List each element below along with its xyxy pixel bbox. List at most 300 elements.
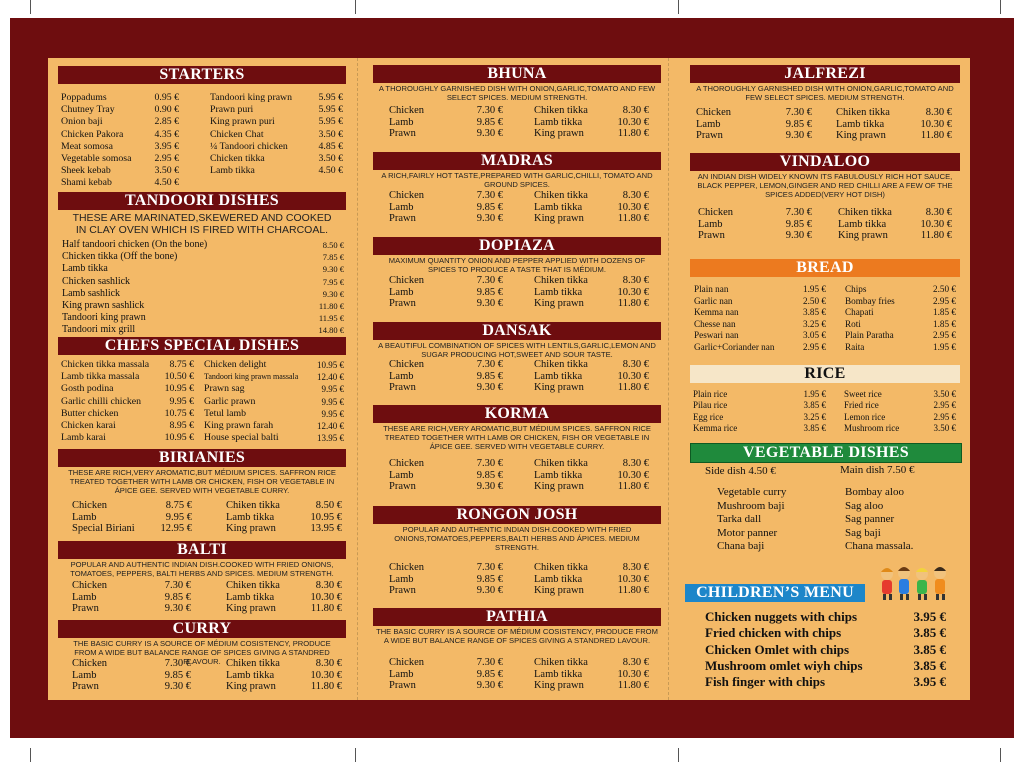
vindaloo-item-name: Lamb <box>698 218 723 230</box>
birianies-header: BIRIANIES <box>58 449 346 467</box>
rongon-item-price: 9.30 € <box>476 585 503 596</box>
pathia-item-name: Lamb <box>389 668 414 680</box>
fold-line <box>357 58 358 700</box>
rongon-item-name: Lamb tikka <box>534 573 583 585</box>
korma-header: KORMA <box>373 405 661 423</box>
chefs-item-name: Gosth podina <box>61 383 114 395</box>
korma-item-name: Lamb tikka <box>534 469 583 481</box>
bhuna-item-name: Lamb tikka <box>534 116 583 128</box>
starters-item-name: Poppadums <box>61 92 107 103</box>
jalfrezi-item-name: Prawn <box>696 130 723 141</box>
rice-item-name: Kemma rice <box>693 423 738 434</box>
jalfrezi-item-price: 8.30 € <box>925 107 952 118</box>
balti-item-name: Prawn <box>72 603 99 614</box>
starters-item-price: 5.95 € <box>318 92 343 103</box>
rongon-item-price: 10.30 € <box>617 573 649 585</box>
starters-item-price: 0.95 € <box>154 92 179 103</box>
dansak-item-name: Prawn <box>389 382 416 393</box>
madras-item-name: Prawn <box>389 213 416 224</box>
chefs-item-name: Chicken delight <box>204 359 267 370</box>
balti-item-price: 7.30 € <box>164 580 191 591</box>
bread-item-name: Garlic+Coriander nan <box>694 342 775 352</box>
chefs-item-price: 9.95 € <box>321 408 344 419</box>
rice-header: RICE <box>690 365 960 383</box>
crop-mark <box>1000 0 1001 14</box>
dansak-header: DANSAK <box>373 322 661 340</box>
veg-item: Vegetable curry <box>717 486 787 498</box>
crop-mark <box>30 748 31 762</box>
starters-item-price: 2.95 € <box>154 153 179 164</box>
madras-item-price: 7.30 € <box>476 190 503 201</box>
rice-item-name: Pilau rice <box>693 400 728 411</box>
balti-item-name: Chicken <box>72 580 107 591</box>
bread-item-name: Raita <box>845 342 865 352</box>
tandoori-item-name: Tandoori mix grill <box>62 324 136 336</box>
crop-mark <box>30 0 31 14</box>
korma-item-name: Lamb <box>389 469 414 481</box>
bread-item-price: 2.50 € <box>933 284 956 294</box>
children-header: CHILDREN’S MENU <box>685 584 865 602</box>
dopiaza-description: MAXIMUM QUANTITY ONION AND PEPPER APPLIED WITH DOZENS OF SPICES TO PRODUCE A TASTE THAT IS MÉDIUM. <box>388 256 646 274</box>
birianies-item-name: Chiken tikka <box>226 500 280 511</box>
balti-item-price: 9.85 € <box>164 591 191 603</box>
curry-item-name: Prawn <box>72 681 99 692</box>
birianies-item-name: Chicken <box>72 500 107 511</box>
jalfrezi-item-price: 9.30 € <box>785 130 812 141</box>
madras-item-price: 10.30 € <box>617 201 649 213</box>
birianies-item-price: 8.50 € <box>315 500 342 511</box>
dopiaza-item-price: 10.30 € <box>617 286 649 298</box>
rice-item-price: 2.95 € <box>933 411 956 422</box>
tandoori-description: THESE ARE MARINATED,SKEWERED AND COOKED IN CLAY OVEN WHICH IS FIRED WITH CHARCOAL. <box>72 212 332 236</box>
jalfrezi-item-price: 9.85 € <box>785 118 812 130</box>
tandoori-item-price: 7.95 € <box>322 276 344 287</box>
balti-item-price: 8.30 € <box>315 580 342 591</box>
starters-item-name: Meat somosa <box>61 140 113 152</box>
vindaloo-header: VINDALOO <box>690 153 960 171</box>
pathia-item-price: 7.30 € <box>476 657 503 668</box>
chefs-item-name: King prawn farah <box>204 420 274 431</box>
dopiaza-item-price: 9.85 € <box>476 286 503 298</box>
dansak-description: A BEAUTIFUL COMBINATION OF SPICES WITH LENTILS,GARLIC,LEMON AND SUGAR PRODUCING HOT,SWEET AND SOUR TASTE. <box>378 341 656 359</box>
rice-item-price: 3.50 € <box>933 389 956 399</box>
birianies-description: THESE ARE RICH,VERY AROMATIC,BUT MÉDIUM SPICES. SAFFRON RICE TREATED TOGETHER WITH LAMB OR CHICKEN, FISH OR VEGETABLE IN ÁPICE GEE. SERVED WITH VEGETABLE CURRY. <box>68 468 336 495</box>
balti-header: BALTI <box>58 541 346 559</box>
rongon-item-price: 7.30 € <box>476 562 503 573</box>
pathia-item-name: Chiken tikka <box>534 657 588 668</box>
korma-item-price: 10.30 € <box>617 469 649 481</box>
vindaloo-item-price: 10.30 € <box>920 218 952 230</box>
bread-item-name: Peswari nan <box>694 330 739 341</box>
tandoori-item-name: Lamb tikka <box>62 263 108 275</box>
jalfrezi-item-price: 7.30 € <box>785 107 812 118</box>
starters-item-price: 3.95 € <box>154 140 179 152</box>
rongon-item-name: Chicken <box>389 562 424 573</box>
starters-item-name: Shami kebab <box>61 177 112 189</box>
bread-item-price: 2.50 € <box>803 295 826 306</box>
tandoori-item-name: Lamb sashlick <box>62 287 121 299</box>
tandoori-item-price: 11.95 € <box>318 313 344 324</box>
chefs-item-price: 10.50 € <box>164 371 194 383</box>
curry-item-price: 7.30 € <box>164 658 191 669</box>
balti-description: POPULAR AND AUTHENTIC INDIAN DISH.COOKED WITH FRIED ONIONS, TOMATOES, PEPPERS, BALTI HERBS AND SPICES. MEDIUM STRENGTH. <box>70 560 334 578</box>
rice-item-price: 3.85 € <box>803 423 826 434</box>
dopiaza-item-name: Prawn <box>389 298 416 309</box>
veg-side-dish: Side dish 4.50 € <box>705 465 776 477</box>
children-item-price: 3.85 € <box>913 657 946 673</box>
fold-line <box>668 58 669 700</box>
children-item-price: 3.95 € <box>913 674 946 690</box>
chefs-item-name: Chicken tikka massala <box>61 359 150 370</box>
rice-item-name: Fried rice <box>844 400 879 411</box>
korma-item-name: Chiken tikka <box>534 458 588 469</box>
children-item-price: 3.85 € <box>913 641 946 657</box>
bread-item-price: 2.95 € <box>803 342 826 352</box>
balti-item-name: Lamb <box>72 591 97 603</box>
chefs-item-name: Prawn sag <box>204 383 245 395</box>
balti-item-name: King prawn <box>226 603 276 614</box>
pathia-item-name: Chicken <box>389 657 424 668</box>
starters-item-price: 5.95 € <box>318 104 343 116</box>
madras-item-name: King prawn <box>534 213 584 224</box>
dopiaza-header: DOPIAZA <box>373 237 661 255</box>
vindaloo-item-name: Prawn <box>698 230 725 241</box>
veg-item: Sag panner <box>845 513 895 525</box>
rice-item-price: 3.25 € <box>803 411 826 422</box>
children-item-name: Chicken Omlet with chips <box>705 641 850 657</box>
madras-header: MADRAS <box>373 152 661 170</box>
dansak-item-name: Chicken <box>389 359 424 370</box>
starters-item-price: 2.85 € <box>154 116 179 128</box>
crop-mark <box>1000 748 1001 762</box>
birianies-item-price: 13.95 € <box>310 523 342 534</box>
vindaloo-item-price: 9.30 € <box>785 230 812 241</box>
jalfrezi-description: A THOROUGHLY GARNISHED DISH WITH ONION,GARLIC,TOMATO AND FEW SELECT SPICES. MEDIUM STRENGTH. <box>696 84 954 102</box>
korma-item-price: 11.80 € <box>617 481 649 492</box>
bread-item-price: 1.85 € <box>933 307 956 318</box>
dopiaza-item-name: Chicken <box>389 275 424 286</box>
rongon-item-name: Lamb <box>389 573 414 585</box>
bhuna-item-name: Prawn <box>389 128 416 139</box>
rongon-item-name: Prawn <box>389 585 416 596</box>
bread-item-price: 3.05 € <box>803 330 826 341</box>
veg-item: Bombay aloo <box>845 486 904 498</box>
curry-item-price: 10.30 € <box>310 669 342 681</box>
veg-item: Motor panner <box>717 526 778 539</box>
bread-item-name: Plain nan <box>694 284 729 294</box>
rongon-item-name: Chiken tikka <box>534 562 588 573</box>
dansak-item-name: King prawn <box>534 382 584 393</box>
rongon-header: RONGON JOSH <box>373 506 661 524</box>
tandoori-item-price: 7.85 € <box>322 252 344 263</box>
korma-description: THESE ARE RICH,VERY AROMATIC,BUT MÉDIUM SPICES. SAFFRON RICE TREATED TOGETHER WITH LAMB OR CHICKEN, FISH OR VEGETABLE IN ÁPICE GEE. SERVED WITH VEGETABLE CURRY. <box>383 424 651 451</box>
dopiaza-item-price: 8.30 € <box>622 275 649 286</box>
rice-item-name: Sweet rice <box>844 389 882 399</box>
chefs-item-name: Tetul lamb <box>204 407 247 419</box>
tandoori-item-price: 9.30 € <box>322 264 344 275</box>
dopiaza-item-price: 7.30 € <box>476 275 503 286</box>
chefs-item-name: Garlic prawn <box>204 395 256 407</box>
birianies-item-name: Special Biriani <box>72 523 135 534</box>
bread-item-name: Garlic nan <box>694 295 733 306</box>
veg-item: Tarka dall <box>717 513 762 525</box>
balti-item-price: 10.30 € <box>310 591 342 603</box>
veg-main-dish: Main dish 7.50 € <box>840 464 915 476</box>
bhuna-description: A THOROUGHLY GARNISHED DISH WITH ONION,GARLIC,TOMATO AND FEW SELECT SPICES. MEDIUM STRENGTH. <box>378 84 656 102</box>
korma-item-price: 7.30 € <box>476 458 503 469</box>
children-item-name: Fish finger with chips <box>705 674 826 690</box>
starters-item-price: 3.50 € <box>318 153 343 164</box>
tandoori-item-name: Chicken sashlick <box>62 275 131 287</box>
veg-item: Mushroom baji <box>717 499 785 512</box>
starters-item-price: 0.90 € <box>154 104 179 116</box>
curry-item-price: 8.30 € <box>315 658 342 669</box>
rongon-item-price: 9.85 € <box>476 573 503 585</box>
crop-mark <box>678 748 679 762</box>
bread-item-price: 1.85 € <box>933 318 956 329</box>
starters-header: STARTERS <box>58 66 346 84</box>
chefs-item-price: 9.95 € <box>321 396 344 407</box>
tandoori-item-name: Chicken tikka (Off the bone) <box>62 251 178 263</box>
bread-item-name: Roti <box>845 318 861 329</box>
veg-item: Chana baji <box>717 540 765 552</box>
veg-item: Sag baji <box>845 526 881 539</box>
chefs-item-price: 12.40 € <box>317 372 344 383</box>
birianies-item-name: Lamb <box>72 511 97 523</box>
starters-item-name: Vegetable somosa <box>61 153 132 164</box>
birianies-item-name: Lamb tikka <box>226 511 275 523</box>
dansak-item-price: 9.85 € <box>476 370 503 382</box>
korma-item-name: King prawn <box>534 481 584 492</box>
tandoori-item-price: 11.80 € <box>318 301 344 311</box>
children-item-price: 3.95 € <box>913 609 946 624</box>
chefs-item-name: Tandoori king prawn massala <box>204 372 299 382</box>
pathia-item-price: 9.30 € <box>476 680 503 691</box>
starters-item-name: Tandoori king prawn <box>210 92 293 103</box>
pathia-item-name: Prawn <box>389 680 416 691</box>
tandoori-item-name: King prawn sashlick <box>62 300 145 311</box>
bhuna-item-price: 10.30 € <box>617 116 649 128</box>
bread-header: BREAD <box>690 259 960 277</box>
curry-item-name: Lamb <box>72 669 97 681</box>
children-item-name: Chicken nuggets with chips <box>705 609 858 624</box>
dansak-item-price: 7.30 € <box>476 359 503 370</box>
balti-item-price: 11.80 € <box>310 603 342 614</box>
starters-item-price: 4.50 € <box>154 177 179 189</box>
vindaloo-item-price: 7.30 € <box>785 207 812 218</box>
bhuna-item-name: Lamb <box>389 116 414 128</box>
starters-item-name: Prawn puri <box>210 104 254 116</box>
vindaloo-item-name: King prawn <box>838 230 888 241</box>
bread-item-name: Chesse nan <box>694 318 736 329</box>
dopiaza-item-name: King prawn <box>534 298 584 309</box>
bread-item-price: 2.95 € <box>933 330 956 341</box>
birianies-item-price: 9.95 € <box>165 511 192 523</box>
children-cartoon-icon <box>877 562 955 602</box>
jalfrezi-item-name: Lamb <box>696 118 721 130</box>
chefs-item-price: 8.95 € <box>169 420 194 431</box>
madras-item-name: Lamb <box>389 201 414 213</box>
bread-item-price: 3.85 € <box>803 307 826 318</box>
bread-item-price: 1.95 € <box>803 284 826 294</box>
vindaloo-item-name: Lamb tikka <box>838 218 887 230</box>
children-item-price: 3.85 € <box>913 625 946 641</box>
korma-item-price: 8.30 € <box>622 458 649 469</box>
starters-item-price: 3.50 € <box>318 128 343 140</box>
curry-item-price: 11.80 € <box>310 681 342 692</box>
vindaloo-item-name: Chicken <box>698 207 733 218</box>
pathia-item-price: 11.80 € <box>617 680 649 691</box>
vindaloo-item-price: 8.30 € <box>925 207 952 218</box>
pathia-description: THE BASIC CURRY IS A SOURCE OF MÉDIUM COSISTENCY, PRODUCE FROM A WIDE BUT BALANCE RANGE OF SPICES GIVING A STANDRED LAVOUR. <box>376 627 658 645</box>
vindaloo-description: AN INDIAN DISH WIDELY KNOWN ITS FABULOUSLY RICH HOT SAUCE, BLACK PEPPER, LEMON,GINGER AND RED CHILLI ARE A FEW OF THE SPICES ADDED(VERY HOT DISH) <box>697 172 953 199</box>
chefs-item-name: Garlic chilli chicken <box>61 395 141 407</box>
tandoori-item-price: 8.50 € <box>322 240 344 250</box>
birianies-item-price: 8.75 € <box>165 500 192 511</box>
pathia-item-name: King prawn <box>534 680 584 691</box>
bread-item-name: Chips <box>845 284 867 294</box>
madras-description: A RICH,FAIRLY HOT TASTE,PREPARED WITH GARLIC,CHILLI, TOMATO AND GROUND SPICES. <box>381 171 653 189</box>
chefs-item-name: Butter chicken <box>61 407 119 419</box>
veg-item: Sag aloo <box>845 499 884 512</box>
pathia-header: PATHIA <box>373 608 661 626</box>
dopiaza-item-price: 11.80 € <box>617 298 649 309</box>
rice-item-price: 1.95 € <box>803 389 826 399</box>
chefs-item-price: 8.75 € <box>169 359 194 370</box>
veg-header: VEGETABLE DISHES <box>690 443 962 463</box>
crop-mark <box>355 0 356 14</box>
dopiaza-item-name: Chiken tikka <box>534 275 588 286</box>
korma-item-name: Chicken <box>389 458 424 469</box>
tandoori-header: TANDOORI DISHES <box>58 192 346 210</box>
rice-item-name: Mushroom rice <box>844 423 900 434</box>
chefs-item-price: 10.75 € <box>164 407 194 419</box>
birianies-item-price: 12.95 € <box>160 523 192 534</box>
starters-item-price: 4.50 € <box>318 165 343 177</box>
bhuna-item-name: Chicken <box>389 105 424 116</box>
starters-item-name: Lamb tikka <box>210 165 255 177</box>
chefs-item-price: 9.95 € <box>169 395 194 407</box>
dansak-item-price: 9.30 € <box>476 382 503 393</box>
chefs-item-price: 9.95 € <box>321 384 344 395</box>
korma-item-price: 9.85 € <box>476 469 503 481</box>
birianies-item-name: King prawn <box>226 523 276 534</box>
bhuna-item-name: Chiken tikka <box>534 105 588 116</box>
pathia-item-price: 9.85 € <box>476 668 503 680</box>
starters-item-price: 5.95 € <box>318 116 343 128</box>
bhuna-item-price: 11.80 € <box>617 128 649 139</box>
dansak-item-price: 11.80 € <box>617 382 649 393</box>
rice-item-price: 2.95 € <box>933 400 956 411</box>
starters-item-name: Chicken tikka <box>210 153 265 164</box>
bhuna-header: BHUNA <box>373 65 661 83</box>
starters-item-name: Chicken Chat <box>210 128 264 140</box>
bhuna-item-price: 9.30 € <box>476 128 503 139</box>
jalfrezi-item-name: Lamb tikka <box>836 118 885 130</box>
madras-item-price: 9.30 € <box>476 213 503 224</box>
curry-header: CURRY <box>58 620 346 638</box>
chefs-header: CHEFS SPECIAL DISHES <box>58 337 346 355</box>
bread-item-name: Chapati <box>845 307 874 318</box>
madras-item-price: 11.80 € <box>617 213 649 224</box>
pathia-item-name: Lamb tikka <box>534 668 583 680</box>
madras-item-price: 9.85 € <box>476 201 503 213</box>
curry-item-price: 9.85 € <box>164 669 191 681</box>
curry-description: THE BASIC CURRY IS A SOURCE OF MÉDIUM COSISTENCY, PRODUCE FROM A WIDE BUT BALANCE RANGE OF SPICES GIVING A STANDRED FLAVOUR. <box>73 639 331 666</box>
children-item-name: Mushroom omlet wiyh chips <box>705 657 863 673</box>
starters-item-name: Sheek kebab <box>61 165 111 177</box>
chefs-item-price: 10.95 € <box>164 432 194 444</box>
dopiaza-item-name: Lamb <box>389 286 414 298</box>
dansak-item-name: Lamb tikka <box>534 370 583 382</box>
bhuna-item-price: 7.30 € <box>476 105 503 116</box>
rongon-item-price: 8.30 € <box>622 562 649 573</box>
korma-item-name: Prawn <box>389 481 416 492</box>
chefs-item-name: House special balti <box>204 432 279 444</box>
curry-item-name: Lamb tikka <box>226 669 275 681</box>
starters-item-name: Chicken Pakora <box>61 128 124 140</box>
curry-item-price: 9.30 € <box>164 681 191 692</box>
starters-item-name: King prawn puri <box>210 116 275 128</box>
curry-item-name: Chiken tikka <box>226 658 280 669</box>
chefs-item-price: 10.95 € <box>164 383 194 395</box>
bread-item-name: Plain Paratha <box>845 330 894 341</box>
starters-item-name: ¼ Tandoori chicken <box>210 140 288 152</box>
starters-item-name: Onion baji <box>61 116 103 128</box>
starters-item-name: Chutney Tray <box>61 104 115 116</box>
veg-item: Chana massala. <box>845 540 914 552</box>
vindaloo-item-name: Chiken tikka <box>838 207 892 218</box>
tandoori-item-name: Half tandoori chicken (On the bone) <box>62 239 208 250</box>
rongon-item-name: King prawn <box>534 585 584 596</box>
madras-item-name: Chicken <box>389 190 424 201</box>
crop-mark <box>678 0 679 14</box>
madras-item-name: Lamb tikka <box>534 201 583 213</box>
bhuna-item-price: 8.30 € <box>622 105 649 116</box>
chefs-item-name: Lamb karai <box>61 432 106 444</box>
bread-item-price: 2.95 € <box>933 295 956 306</box>
jalfrezi-item-name: King prawn <box>836 130 886 141</box>
dansak-item-name: Lamb <box>389 370 414 382</box>
vindaloo-item-price: 11.80 € <box>920 230 952 241</box>
starters-item-price: 4.85 € <box>318 140 343 152</box>
chefs-item-name: Lamb tikka massala <box>61 371 140 383</box>
pathia-item-price: 10.30 € <box>617 668 649 680</box>
starters-item-price: 3.50 € <box>154 165 179 177</box>
starters-item-price: 4.35 € <box>154 128 179 140</box>
chefs-item-price: 13.95 € <box>317 433 344 444</box>
bhuna-item-price: 9.85 € <box>476 116 503 128</box>
jalfrezi-item-name: Chicken <box>696 107 731 118</box>
pathia-item-price: 8.30 € <box>622 657 649 668</box>
tandoori-item-price: 9.30 € <box>322 288 344 299</box>
balti-item-price: 9.30 € <box>164 603 191 614</box>
dansak-item-price: 8.30 € <box>622 359 649 370</box>
bread-item-price: 3.25 € <box>803 318 826 329</box>
rongon-item-price: 11.80 € <box>617 585 649 596</box>
children-item-name: Fried chicken with chips <box>705 625 842 641</box>
bread-item-name: Kemma nan <box>694 307 739 318</box>
tandoori-item-name: Tandoori king prawn <box>62 312 146 324</box>
korma-item-price: 9.30 € <box>476 481 503 492</box>
crop-mark <box>355 748 356 762</box>
birianies-item-price: 10.95 € <box>310 511 342 523</box>
vindaloo-item-price: 9.85 € <box>785 218 812 230</box>
jalfrezi-header: JALFREZI <box>690 65 960 83</box>
jalfrezi-item-price: 11.80 € <box>920 130 952 141</box>
dansak-item-price: 10.30 € <box>617 370 649 382</box>
curry-item-name: King prawn <box>226 681 276 692</box>
